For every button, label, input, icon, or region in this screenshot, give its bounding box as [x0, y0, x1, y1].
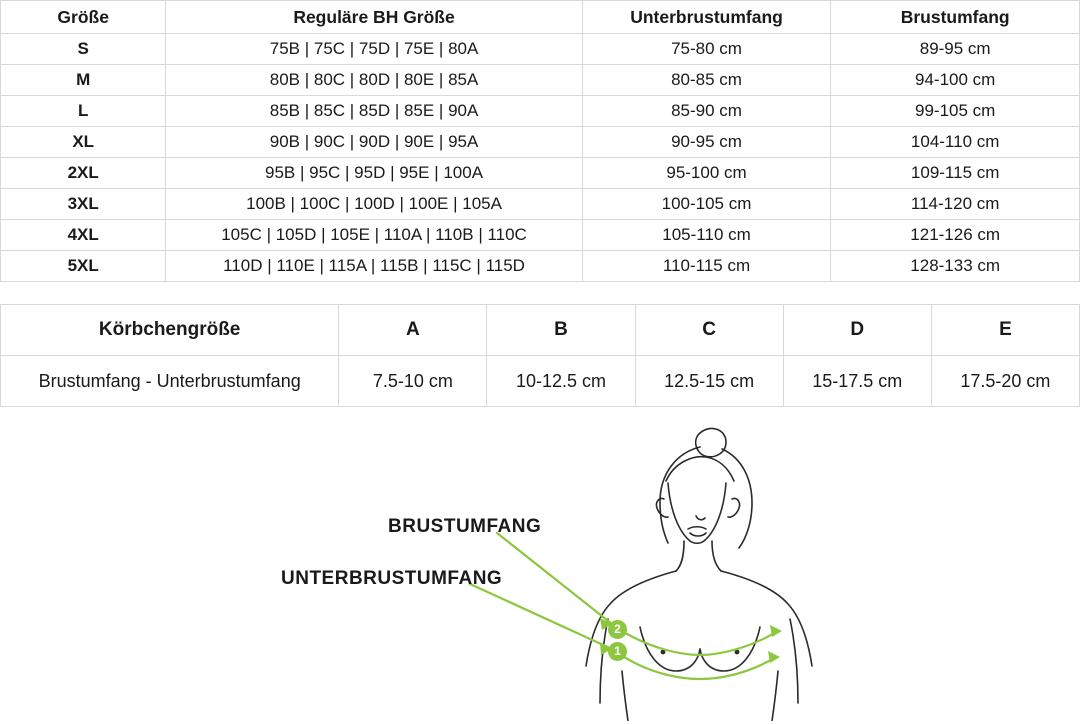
cell-bust: 114-120 cm: [831, 189, 1080, 220]
cell-bust: 109-115 cm: [831, 158, 1080, 189]
cup-value-c: 12.5-15 cm: [635, 356, 783, 407]
cup-value-e: 17.5-20 cm: [931, 356, 1079, 407]
cup-header-c: C: [635, 305, 783, 356]
column-header-under: Unterbrustumfang: [582, 1, 831, 34]
cell-under: 95-100 cm: [582, 158, 831, 189]
cup-row-label: Brustumfang - Unterbrustumfang: [1, 356, 339, 407]
cell-under: 105-110 cm: [582, 220, 831, 251]
cell-bra: 110D | 110E | 115A | 115B | 115C | 115D: [166, 251, 582, 282]
cup-size-section: [0, 304, 1080, 407]
cell-bust: 94-100 cm: [831, 65, 1080, 96]
table-row: [1, 158, 1080, 189]
cell-under: 85-90 cm: [582, 96, 831, 127]
cell-bust: 128-133 cm: [831, 251, 1080, 282]
badge-marker-2: 2: [608, 620, 627, 639]
cup-value-b: 10-12.5 cm: [487, 356, 635, 407]
cell-size: 3XL: [1, 189, 166, 220]
cell-under: 110-115 cm: [582, 251, 831, 282]
cell-size: 4XL: [1, 220, 166, 251]
measurement-figure: [0, 421, 1080, 721]
cell-size: 2XL: [1, 158, 166, 189]
cup-header-e: E: [931, 305, 1079, 356]
cell-under: 75-80 cm: [582, 34, 831, 65]
badge-marker-1: 1: [608, 642, 627, 661]
cup-value-row: [1, 356, 1080, 407]
cell-size: 5XL: [1, 251, 166, 282]
table-row: [1, 127, 1080, 158]
size-table: [0, 0, 1080, 282]
cell-bust: 99-105 cm: [831, 96, 1080, 127]
cell-bra: 80B | 80C | 80D | 80E | 85A: [166, 65, 582, 96]
female-torso-illustration: [0, 421, 1080, 721]
cup-value-a: 7.5-10 cm: [339, 356, 487, 407]
cell-bust: 89-95 cm: [831, 34, 1080, 65]
cell-bust: 104-110 cm: [831, 127, 1080, 158]
cell-size: L: [1, 96, 166, 127]
table-row: [1, 220, 1080, 251]
cell-under: 100-105 cm: [582, 189, 831, 220]
column-header-bust: Brustumfang: [831, 1, 1080, 34]
cup-value-d: 15-17.5 cm: [783, 356, 931, 407]
cup-header-b: B: [487, 305, 635, 356]
underbust-measure-label: UNTERBRUSTUMFANG: [281, 568, 503, 589]
cell-size: S: [1, 34, 166, 65]
cell-under: 90-95 cm: [582, 127, 831, 158]
cell-bra: 95B | 95C | 95D | 95E | 100A: [166, 158, 582, 189]
cell-under: 80-85 cm: [582, 65, 831, 96]
cup-header-d: D: [783, 305, 931, 356]
cell-bra: 90B | 90C | 90D | 90E | 95A: [166, 127, 582, 158]
table-row: [1, 251, 1080, 282]
cell-bust: 121-126 cm: [831, 220, 1080, 251]
table-row: [1, 189, 1080, 220]
cup-header-a: A: [339, 305, 487, 356]
cup-size-table: [0, 304, 1080, 407]
table-row: [1, 34, 1080, 65]
bust-measure-label: BRUSTUMFANG: [388, 516, 542, 537]
cell-bra: 75B | 75C | 75D | 75E | 80A: [166, 34, 582, 65]
column-header-bra: Reguläre BH Größe: [166, 1, 582, 34]
table-row: [1, 65, 1080, 96]
table-row: [1, 96, 1080, 127]
cell-size: XL: [1, 127, 166, 158]
table-header-row: [1, 1, 1080, 34]
cell-size: M: [1, 65, 166, 96]
cell-bra: 105C | 105D | 105E | 110A | 110B | 110C: [166, 220, 582, 251]
column-header-size: Größe: [1, 1, 166, 34]
cell-bra: 100B | 100C | 100D | 100E | 105A: [166, 189, 582, 220]
cup-header-row: [1, 305, 1080, 356]
cup-table-title: Körbchengröße: [1, 305, 339, 356]
cell-bra: 85B | 85C | 85D | 85E | 90A: [166, 96, 582, 127]
